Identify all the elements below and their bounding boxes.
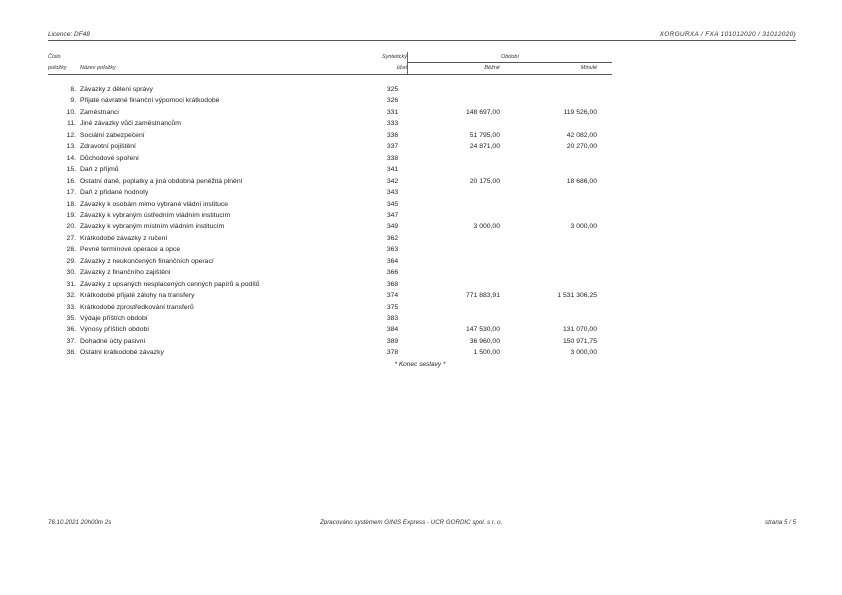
col-synth-label: Syntetický [381,54,407,60]
table-row [0,235,842,246]
col-polozky-label: položky [48,65,67,71]
table-row [0,212,842,223]
row-number: 17. [66,189,76,197]
row-name: Přijaté návratné finanční výpomoci krátkodobé [80,97,220,105]
row-number: 8. [70,86,76,93]
row-name: Důchodové spoření [80,154,139,162]
col-account-label: účet [396,65,407,71]
row-account: 383 [386,315,399,322]
row-name: Jiné závazky vůči zaměstnancům [80,120,181,128]
row-account: 326 [386,97,399,105]
row-previous-value: 20 270,00 [566,143,597,151]
table-row [0,223,842,234]
row-account: 347 [386,211,399,219]
row-number: 38. [66,349,76,357]
row-number: 32. [66,292,76,300]
row-previous-value: 119 526,00 [563,108,597,116]
row-account: 341 [386,166,399,174]
row-number: 15. [66,166,76,174]
period-rule [408,62,612,63]
row-number: 37. [66,337,76,345]
table-row [0,86,842,97]
table-row [0,338,842,349]
row-previous-value: 150 971,75 [562,337,597,345]
table-row [0,269,842,280]
table-row [0,246,842,257]
row-previous-value: 3 000,00 [570,349,597,357]
column-divider [407,52,408,74]
row-name: Daň z příjmů [80,166,119,174]
row-name: Závazky k vybraným místním vládním institucím [80,223,225,231]
row-account: 349 [386,223,399,231]
row-name: Dohadné účty pasivní [80,337,146,345]
row-account: 364 [386,257,399,265]
row-number: 33. [66,303,76,311]
row-account: 384 [386,326,399,334]
row-name: Závazky k vybraným ústředním vládním institucím [80,211,231,219]
row-name: Výnosy příštích období [80,326,150,334]
row-number: 9. [70,97,76,105]
table-row [0,315,842,326]
row-name: Zdravotní pojištění [80,143,136,151]
row-name: Závazky k osobám mimo vybrané vládní instituce [80,200,229,208]
col-previous-label: Minulé [580,65,597,71]
row-name: Daň z přidané hodnoty [80,189,149,197]
row-account: 366 [386,269,399,277]
report-identifier: XORGURXA / FXA 101012020 / 31012020) [659,31,796,38]
row-name: Závazky z finančního zajištění [80,269,171,277]
row-account: 368 [386,280,399,288]
table-row [0,349,842,360]
row-account: 333 [386,120,399,128]
row-name: Ostatní krátkodobé závazky [80,349,164,357]
col-period-label: Období [500,54,520,60]
row-account: 342 [386,177,399,185]
table-row [0,109,842,120]
row-number: 10. [66,108,76,116]
col-name-label: Název položky [80,65,116,71]
row-account: 362 [386,234,399,242]
row-current-value: 24 871,00 [469,143,500,151]
row-previous-value: 1 531 306,25 [557,292,597,300]
table-row [0,292,842,303]
row-number: 16. [66,177,76,185]
row-account: 363 [386,246,399,254]
row-current-value: 51 795,00 [469,131,500,139]
table-row [0,258,842,269]
license-label: Licence: DF48 [48,31,90,38]
end-of-report: * Konec sestavy * [394,361,446,368]
row-current-value: 3 000,00 [473,223,500,231]
table-row [0,189,842,200]
footer-timestamp: 76.10.2021 20h00m 2s [48,519,112,526]
row-number: 19. [66,211,76,219]
table-row [0,97,842,108]
row-number: 18. [66,200,76,208]
row-number: 29. [66,257,76,265]
row-number: 31. [66,280,76,288]
row-account: 378 [386,349,399,357]
row-account: 336 [386,131,399,139]
row-account: 337 [386,143,399,151]
header-rule [48,40,796,41]
col-current-label: Běžné [484,65,500,71]
row-account: 331 [386,108,399,116]
table-row [0,155,842,166]
row-name: Krátkodobé zprostředkování transferů [80,303,194,311]
row-current-value: 20 175,00 [469,177,500,185]
row-previous-value: 42 082,00 [566,131,597,139]
table-row [0,326,842,337]
row-number: 36. [66,326,76,334]
row-account: 338 [386,154,399,162]
table-row [0,120,842,131]
row-previous-value: 3 000,00 [570,223,597,231]
row-number: 28. [66,246,76,254]
row-name: Krátkodobé závazky z ručení [80,234,168,242]
row-number: 12. [66,131,76,139]
row-current-value: 771 883,91 [465,292,500,300]
row-number: 14. [66,154,76,162]
row-name: Závazky z neukončených finančních operací [80,257,214,265]
row-account: 375 [386,303,399,311]
col-cislo-label: Číslo [48,54,61,60]
row-account: 389 [386,337,399,345]
row-number: 20. [66,223,76,231]
table-header-rule [48,74,612,75]
row-number: 27. [66,234,76,242]
row-name: Krátkodobé přijaté zálohy na transfery [80,292,195,300]
row-name: Zaměstnanci [80,108,119,116]
table-row [0,166,842,177]
row-name: Pevné termínové operace a opce [80,246,181,254]
row-account: 343 [386,189,399,197]
row-current-value: 148 697,00 [465,108,500,116]
row-name: Závazky z upsaných nesplacených cenných papírů a podílů [80,280,260,288]
row-account: 374 [386,292,399,300]
row-previous-value: 131 070,00 [562,326,597,334]
table-row [0,201,842,212]
row-account: 325 [386,86,399,93]
table-row [0,132,842,143]
row-number: 30. [66,269,76,277]
row-previous-value: 18 686,00 [566,177,597,185]
row-name: Ostatní daně, poplatky a jiná obdobná peněžitá plnění [80,177,243,185]
row-name: Závazky z dělení správy [80,86,153,93]
row-account: 345 [386,200,399,208]
footer-system-note: Zpracováno systémem GINIS Express - UCR GORDIC spol. s r. o. [320,519,503,526]
table-row [0,178,842,189]
row-name: Sociální zabezpečení [80,131,145,139]
row-number: 13. [66,143,76,151]
row-current-value: 36 960,00 [469,337,500,345]
table-row [0,281,842,292]
table-row [0,304,842,315]
row-name: Výdaje příštích období [80,315,148,322]
footer-page-number: strana 5 / 5 [765,519,796,526]
row-current-value: 147 530,00 [465,326,500,334]
row-number: 11. [67,120,76,128]
table-row [0,143,842,154]
row-current-value: 1 500,00 [473,349,500,357]
row-number: 35. [66,315,76,322]
